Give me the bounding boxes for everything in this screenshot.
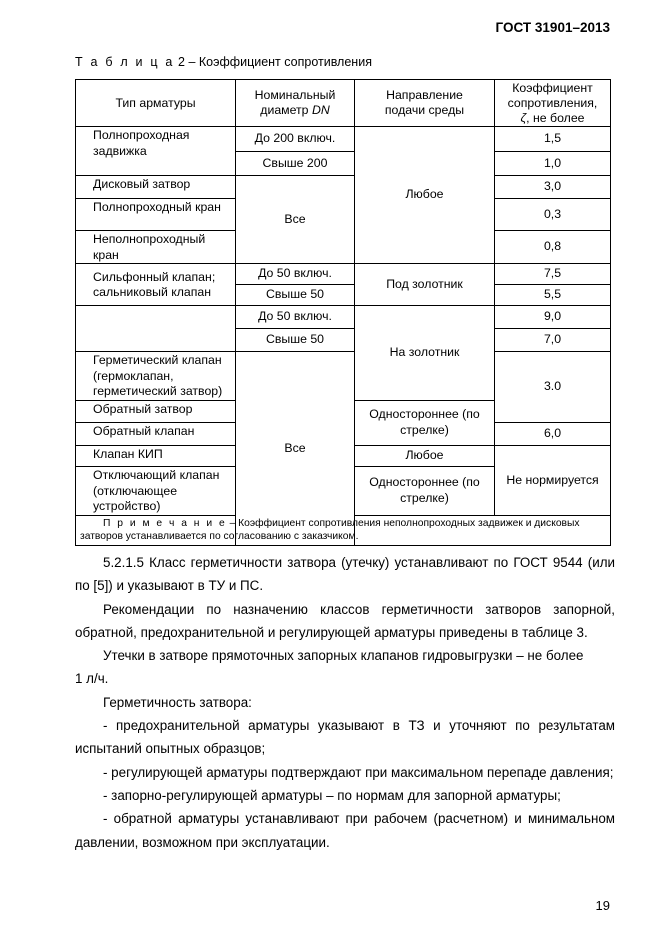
paragraph-leakage: Утечки в затворе прямоточных запорных клапанов гидровыгрузки – не более (103, 648, 584, 664)
cell-dn: До 200 включ. (236, 127, 355, 152)
cell-coefficient: 1,5 (495, 127, 611, 152)
paragraph-tightness: Герметичность затвора: (103, 694, 252, 710)
cell-type: Клапан КИП (76, 445, 236, 466)
list-item: - запорно-регулирующей арматуры – по нормам для запорной арматуры; (103, 787, 561, 803)
cell-dn: Все (236, 352, 355, 546)
cell-coefficient: 1,0 (495, 152, 611, 176)
table-caption-title: 2 – Коэффициент сопротивления (174, 55, 372, 69)
cell-coefficient: 7,5 (495, 264, 611, 285)
cell-direction: Одностороннее (по стрелке) (355, 400, 495, 445)
table-note-row (76, 515, 611, 545)
table-row (76, 264, 611, 285)
cell-type: Полнопроходная задвижка (76, 127, 236, 176)
table-note-text: – Коэффициент сопротивления неполнопроходных задвижек и дисковых затворов устанавливается по согласованию с заказчиком. (80, 517, 580, 542)
cell-type: Сильфонный клапан; сальниковый клапан (76, 264, 236, 306)
body-text (75, 551, 615, 854)
table-note (76, 515, 611, 545)
cell-dn: Свыше 200 (236, 152, 355, 176)
table-header-row (76, 80, 611, 127)
table-row (76, 352, 611, 401)
cell-coefficient: 9,0 (495, 306, 611, 329)
cell-direction: Любое (355, 445, 495, 466)
table-caption-prefix: Т а б л и ц а (75, 55, 175, 69)
cell-type: Полнопроходный кран (76, 199, 236, 231)
cell-coefficient: 0,8 (495, 231, 611, 264)
cell-dn: Все (236, 176, 355, 264)
cell-direction: Одностороннее (по стрелке) (355, 466, 495, 515)
cell-type (76, 329, 236, 352)
header-type: Тип арматуры (76, 80, 236, 127)
paragraph-recommendations: Рекомендации по назначению классов герметичности затворов запорной, обратной, предохранительной и регулирующей арматуры приведены в таблице 3. (75, 601, 615, 640)
cell-dn: До 50 включ. (236, 264, 355, 285)
cell-coefficient: 7,0 (495, 329, 611, 352)
header-coefficient: Коэффициент сопротивления, ζ, не более (495, 80, 611, 127)
list-item: - обратной арматуры устанавливают при рабочем (расчетном) и минимальном давлении, возможном при эксплуатации. (75, 811, 615, 850)
cell-type: Обратный клапан (76, 422, 236, 445)
header-dn: Номинальный диаметр DN (236, 80, 355, 127)
cell-type: Герметический клапан (гермоклапан, герметический затвор) (76, 352, 236, 401)
table-row (76, 127, 611, 152)
cell-dn: Свыше 50 (236, 285, 355, 306)
cell-coefficient: Не нормируется (495, 445, 611, 515)
table-row (76, 329, 611, 352)
table-note-label: П р и м е ч а н и е (103, 517, 227, 529)
cell-coefficient: 3.0 (495, 352, 611, 423)
list-item: - регулирующей арматуры подтверждают при максимальном перепаде давления; (103, 764, 614, 780)
cell-type: Отключающий клапан (отключающее устройство) (76, 466, 236, 515)
document-header: ГОСТ 31901–2013 (495, 20, 610, 35)
cell-dn: Свыше 50 (236, 329, 355, 352)
page-number: 19 (595, 898, 610, 913)
table-row (76, 306, 611, 329)
header-direction: Направление подачи среды (355, 80, 495, 127)
cell-coefficient: 0,3 (495, 199, 611, 231)
cell-direction: Под золотник (355, 264, 495, 306)
cell-type: Обратный затвор (76, 400, 236, 422)
cell-dn: До 50 включ. (236, 306, 355, 329)
cell-type (76, 306, 236, 329)
table-caption (75, 55, 372, 69)
paragraph-leakage-value: 1 л/ч. (75, 671, 109, 687)
cell-coefficient: 5,5 (495, 285, 611, 306)
cell-direction: Любое (355, 127, 495, 264)
list-item: - предохранительной арматуры указывают в ТЗ и уточняют по результатам испытаний опытных образцов; (75, 718, 615, 757)
cell-direction: На золотник (355, 306, 495, 401)
cell-coefficient: 3,0 (495, 176, 611, 199)
resistance-coefficient-table (75, 79, 611, 546)
paragraph-5-2-1-5: 5.2.1.5 Класс герметичности затвора (утечку) устанавливают по ГОСТ 9544 (или по [5]) и указывают в ТУ и ПС. (75, 555, 615, 594)
cell-type: Дисковый затвор (76, 176, 236, 199)
cell-type: Неполнопроходный кран (76, 231, 236, 264)
table-row (76, 176, 611, 199)
cell-coefficient: 6,0 (495, 422, 611, 445)
